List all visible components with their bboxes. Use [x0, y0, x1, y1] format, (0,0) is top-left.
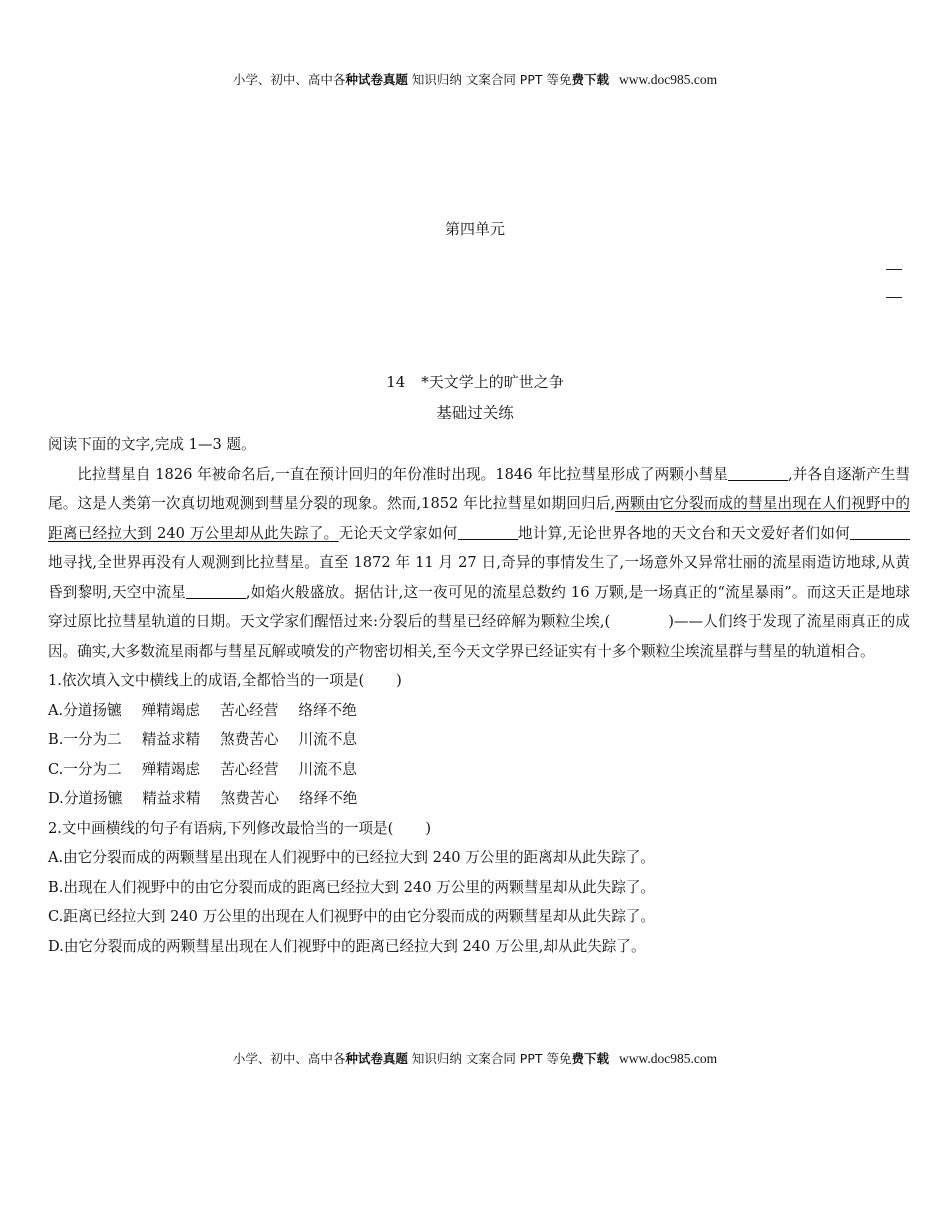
banner-text-2: 知识归纳 文案合同 PPT 等免	[407, 1051, 572, 1066]
margin-dash-1	[886, 269, 902, 270]
blank-2	[458, 524, 518, 540]
passage	[48, 460, 910, 667]
question-2-option-a: A.由它分裂而成的两颗彗星出现在人们视野中的已经拉大到 240 万公里的距离却从此失踪了。	[48, 849, 655, 866]
question-2-option-d: D.由它分裂而成的两颗彗星出现在人们视野中的距离已经拉大到 240 万公里,却从此失踪了。	[48, 937, 646, 955]
option-item: 络绎不绝	[298, 701, 357, 719]
option-item: 精益求精	[141, 731, 201, 748]
question-2-text: 2.文中画横线的句子有语病,下列修改最恰当的一项是(	[48, 819, 394, 837]
option-item: 殚精竭虑	[141, 760, 201, 778]
blank-3	[850, 524, 910, 540]
banner-bold-1: 种试卷真题	[345, 1051, 408, 1066]
banner-bold-2: 费下载	[571, 72, 610, 87]
option-letter: B.	[48, 731, 64, 748]
question-1-option-c	[48, 755, 910, 785]
question-1-text: 1.依次填入文中横线上的成语,全都恰当的一项是(	[48, 672, 365, 689]
option-letter: C.	[48, 760, 64, 778]
banner-text-1: 小学、初中、高中各	[232, 72, 346, 87]
option-item: 一分为二	[63, 731, 122, 748]
banner-site: www.doc985.com	[619, 72, 718, 87]
option-item: 川流不息	[298, 760, 357, 778]
banner-bold-1: 种试卷真题	[345, 72, 408, 87]
close-paren: )	[425, 819, 432, 837]
margin-dash-2	[886, 297, 902, 298]
blank-4	[186, 583, 246, 599]
passage-text: 比拉彗星自 1826 年被命名后,一直在预计回归的年份准时出现。1846 年比拉彗星形成了两颗小彗星	[77, 465, 728, 483]
unit-title: 第四单元	[444, 220, 505, 238]
lesson-name: *天文学上的旷世之争	[421, 373, 564, 391]
lesson-number: 14	[386, 373, 406, 391]
section-title: 基础过关练	[436, 404, 514, 422]
blank-1	[728, 465, 788, 481]
header-banner	[0, 70, 950, 88]
option-item: 络绎不绝	[299, 790, 358, 807]
passage-text: 地寻找,全世界再没有人观测到比拉彗星。直至 1872 年 11 月 27 日,奇异的事情发生了,一场意外又异常壮丽的流星雨造访地球,从黄昏到黎明,天空中流星	[48, 554, 910, 601]
question-1-option-a	[48, 696, 910, 726]
option-item: 精益求精	[142, 790, 201, 807]
lesson-title	[0, 371, 950, 392]
banner-text-2: 知识归纳 文案合同 PPT 等免	[407, 72, 572, 87]
option-item: 煞费苦心	[220, 790, 279, 807]
passage-text: )——人们终于发现了流星雨真正的成因。确实,大多数流星雨都与彗星瓦解或喷发的产物密切相关,至今天文学界已经证实有十多个颗粒尘埃流星群与彗星的轨道相合。	[48, 613, 910, 660]
question-2-stem	[48, 814, 910, 844]
question-1-stem	[48, 666, 910, 696]
passage-text: 地计算,无论世界各地的天文台和天文爱好者们如何	[517, 524, 850, 542]
option-item: 苦心经营	[220, 760, 279, 778]
question-2-option-b: B.出现在人们视野中的由它分裂而成的距离已经拉大到 240 万公里的两颗彗星却从此失踪了。	[48, 878, 656, 896]
question-2-option-c: C.距离已经拉大到 240 万公里的出现在人们视野中的由它分裂而成的两颗彗星却从此失踪了。	[48, 908, 655, 925]
option-item: 分道扬镳	[63, 790, 123, 807]
footer-banner	[0, 1049, 950, 1067]
option-item: 殚精竭虑	[141, 701, 200, 719]
option-item: 煞费苦心	[220, 731, 279, 748]
banner-text-1: 小学、初中、高中各	[232, 1051, 346, 1066]
option-item: 川流不息	[298, 731, 357, 748]
banner-bold-2: 费下载	[571, 1051, 610, 1066]
question-1-option-b	[48, 725, 910, 755]
content	[48, 430, 910, 961]
option-item: 分道扬镳	[63, 701, 122, 719]
instruction: 阅读下面的文字,完成 1—3 题。	[48, 436, 256, 453]
close-paren: )	[396, 672, 402, 689]
question-1-option-d	[48, 784, 910, 814]
underlined-sentence: 两颗由它分裂而成的彗星出现在人们视野中的距离已经拉大到 240 万公里却从此失踪了。	[48, 495, 910, 542]
passage-text: ,如焰火般盛放。据估计,这一夜可见的流星总数约 16 万颗,是一场真正的“流星暴雨”。而这天正是地球穿过原比拉彗星轨道的日期。天文学家们醒悟过来:分裂后的彗星已经碎解为颗粒尘埃,(	[48, 583, 910, 630]
option-letter: D.	[48, 790, 64, 807]
passage-text: 无论天文学家如何	[338, 524, 458, 542]
option-item: 苦心经营	[219, 701, 279, 719]
option-item: 一分为二	[63, 760, 122, 778]
banner-site: www.doc985.com	[619, 1051, 718, 1066]
passage-text: ,并各自逐渐产生彗尾。这是人类第一次真切地观测到彗星分裂的现象。然而,1852 年比拉彗星如期回归后,	[48, 465, 911, 512]
option-letter: A.	[48, 701, 64, 719]
